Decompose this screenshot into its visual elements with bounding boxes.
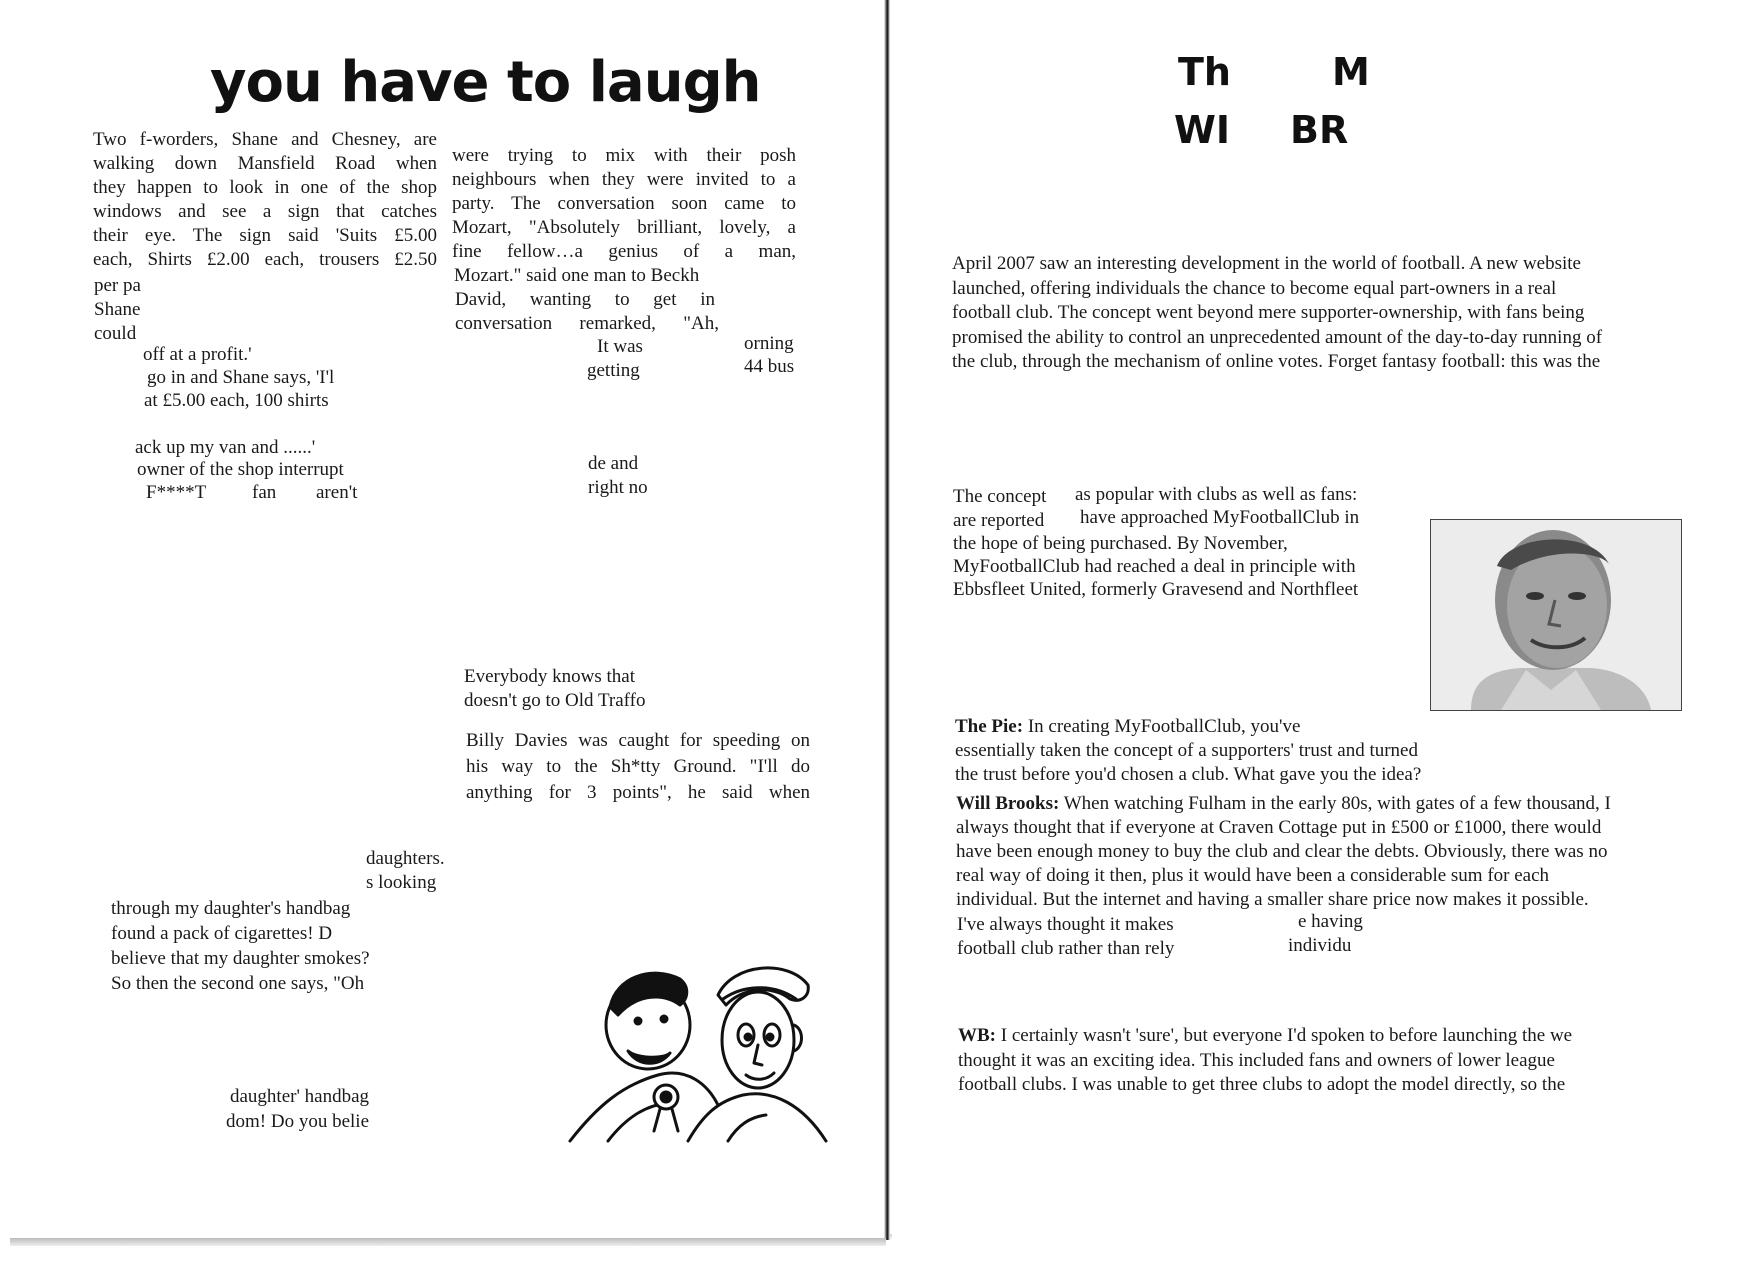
text-fragment: football club rather than rely bbox=[957, 938, 1175, 959]
text-fragment: It was bbox=[597, 336, 643, 357]
text-fragment: 44 bus bbox=[744, 356, 795, 377]
text-fragment: Mozart." said one man to Beckh bbox=[454, 265, 700, 286]
text-line: have been enough money to buy the club and clear the debts. Obviously, there was no bbox=[956, 841, 1608, 862]
text-line: his way to the Sh*tty Ground. "I'll do bbox=[466, 756, 810, 777]
text-fragment: believe that my daughter smokes? bbox=[111, 948, 370, 969]
intro-paragraph bbox=[952, 252, 1602, 375]
text-line: essentially taken the concept of a supporters' trust and turned bbox=[955, 740, 1418, 761]
text-fragment: aren't bbox=[316, 482, 358, 503]
text-fragment: e having bbox=[1298, 911, 1363, 932]
text-fragment: So then the second one says, "Oh bbox=[111, 973, 365, 994]
interview-title-fragment: Th bbox=[1178, 50, 1231, 94]
text-fragment: David, wanting to get in bbox=[455, 289, 715, 310]
interview-title-fragment: M bbox=[1332, 50, 1370, 94]
text-line: thought it was an exciting idea. This included fans and owners of lower league bbox=[958, 1050, 1555, 1071]
speaker-label: Will Brooks: bbox=[956, 793, 1060, 814]
question-line bbox=[955, 715, 1300, 739]
text-fragment: individu bbox=[1288, 935, 1352, 956]
text-fragment: Ebbsfleet United, formerly Gravesend and Northfleet bbox=[953, 579, 1359, 600]
text-line: launched, offering individuals the chance to become equal part-owners in a real bbox=[952, 277, 1557, 299]
text-line: fine fellow…a genius of a man, bbox=[452, 241, 796, 262]
interview-title-fragment: BR bbox=[1290, 108, 1349, 152]
answer-line bbox=[958, 1024, 1572, 1048]
text-line: real way of doing it then, plus it would have been a considerable sum for each bbox=[956, 865, 1550, 886]
text-fragment: as popular with clubs as well as fans: bbox=[1075, 484, 1358, 505]
text-line: April 2007 saw an interesting development in the world of football. A new website bbox=[952, 253, 1581, 274]
text-line: promised the ability to control an unprecedented amount of the day-to-day running of bbox=[952, 326, 1603, 348]
text-fragment: fan bbox=[252, 482, 277, 503]
text-fragment: right no bbox=[588, 477, 648, 498]
page-headline: you have to laugh bbox=[210, 50, 761, 115]
speaker-label: WB: bbox=[958, 1025, 996, 1046]
joke-paragraph-mozart bbox=[452, 144, 796, 264]
interview-title-fragment: WI bbox=[1174, 108, 1231, 152]
text-line: were trying to mix with their posh bbox=[452, 145, 796, 166]
text-fragment: are reported bbox=[953, 510, 1045, 531]
text-fragment: have approached MyFootballClub in bbox=[1080, 507, 1360, 528]
page-edge-shadow bbox=[10, 1238, 886, 1246]
text-fragment: Everybody knows that bbox=[464, 666, 635, 687]
cartoon-illustration bbox=[568, 955, 830, 1145]
text-line: neighbours when they were invited to a bbox=[452, 169, 796, 190]
text-line: the trust before you'd chosen a club. What gave you the idea? bbox=[955, 764, 1422, 785]
portrait-image bbox=[1431, 520, 1681, 710]
text-line: the club, through the mechanism of online votes. Forget fantasy football: this was the bbox=[952, 351, 1601, 372]
text-fragment: ack up my van and ......' bbox=[135, 437, 316, 458]
text-fragment: F****T bbox=[146, 482, 207, 503]
text-line: windows and see a sign that catches bbox=[93, 201, 437, 222]
text-fragment: daughters. bbox=[366, 848, 445, 869]
text-fragment: doesn't go to Old Traffo bbox=[464, 690, 646, 711]
text-fragment: s looking bbox=[366, 872, 437, 893]
text-fragment: orning bbox=[744, 333, 794, 354]
text-fragment: MyFootballClub had reached a deal in principle with bbox=[953, 556, 1356, 577]
answer-line bbox=[956, 792, 1611, 816]
text-fragment: through my daughter's handbag bbox=[111, 898, 351, 919]
text-line: I certainly wasn't 'sure', but everyone I'd spoken to before launching the we bbox=[1000, 1025, 1573, 1046]
interviewee-photo bbox=[1430, 519, 1682, 711]
text-fragment: off at a profit.' bbox=[143, 344, 252, 365]
text-fragment: owner of the shop interrupt bbox=[137, 459, 344, 480]
text-line: Two f-worders, Shane and Chesney, are bbox=[93, 129, 437, 150]
text-line: walking down Mansfield Road when bbox=[93, 153, 437, 174]
text-fragment: The concept bbox=[953, 486, 1047, 507]
text-line: football clubs. I was unable to get three clubs to adopt the model directly, so the bbox=[958, 1074, 1566, 1095]
text-fragment: per pa bbox=[94, 275, 141, 296]
text-line: party. The conversation soon came to bbox=[452, 193, 796, 214]
joke-paragraph-davies bbox=[466, 728, 810, 806]
text-fragment: could bbox=[94, 323, 137, 344]
text-fragment: I've always thought it makes bbox=[957, 914, 1174, 935]
text-fragment: found a pack of cigarettes! D bbox=[111, 923, 333, 944]
text-fragment: dom! Do you belie bbox=[226, 1111, 370, 1132]
text-line: individual. But the internet and having a smaller share price now makes it possible. bbox=[956, 889, 1589, 910]
text-line: always thought that if everyone at Craven Cottage put in £500 or £1000, there would bbox=[956, 817, 1602, 838]
text-fragment: the hope of being purchased. By November, bbox=[953, 533, 1288, 554]
text-line: Billy Davies was caught for speeding on bbox=[466, 730, 810, 751]
text-fragment: getting bbox=[587, 360, 640, 381]
text-line: their eye. The sign said 'Suits £5.00 bbox=[93, 225, 437, 246]
text-line: In creating MyFootballClub, you've bbox=[1027, 716, 1301, 737]
text-fragment: conversation remarked, "Ah, bbox=[455, 313, 719, 334]
text-fragment: de and bbox=[588, 453, 639, 474]
text-fragment: at £5.00 each, 100 shirts bbox=[144, 390, 329, 411]
joke-paragraph-suits bbox=[93, 128, 437, 272]
text-line: they happen to look in one of the shop bbox=[93, 177, 437, 198]
text-line: each, Shirts £2.00 each, trousers £2.50 bbox=[93, 249, 437, 270]
text-line: When watching Fulham in the early 80s, with gates of a few thousand, I bbox=[1063, 793, 1611, 814]
text-fragment: Shane bbox=[94, 299, 141, 320]
text-fragment: go in and Shane says, 'I'l bbox=[147, 367, 335, 388]
page-gutter bbox=[884, 0, 890, 1240]
text-fragment: daughter' handbag bbox=[230, 1086, 370, 1107]
speaker-label: The Pie: bbox=[955, 716, 1024, 737]
text-line: Mozart, "Absolutely brilliant, lovely, a bbox=[452, 217, 796, 238]
text-line: football club. The concept went beyond mere supporter-ownership, with fans being bbox=[952, 302, 1585, 323]
text-line: anything for 3 points", he said when bbox=[466, 782, 810, 803]
